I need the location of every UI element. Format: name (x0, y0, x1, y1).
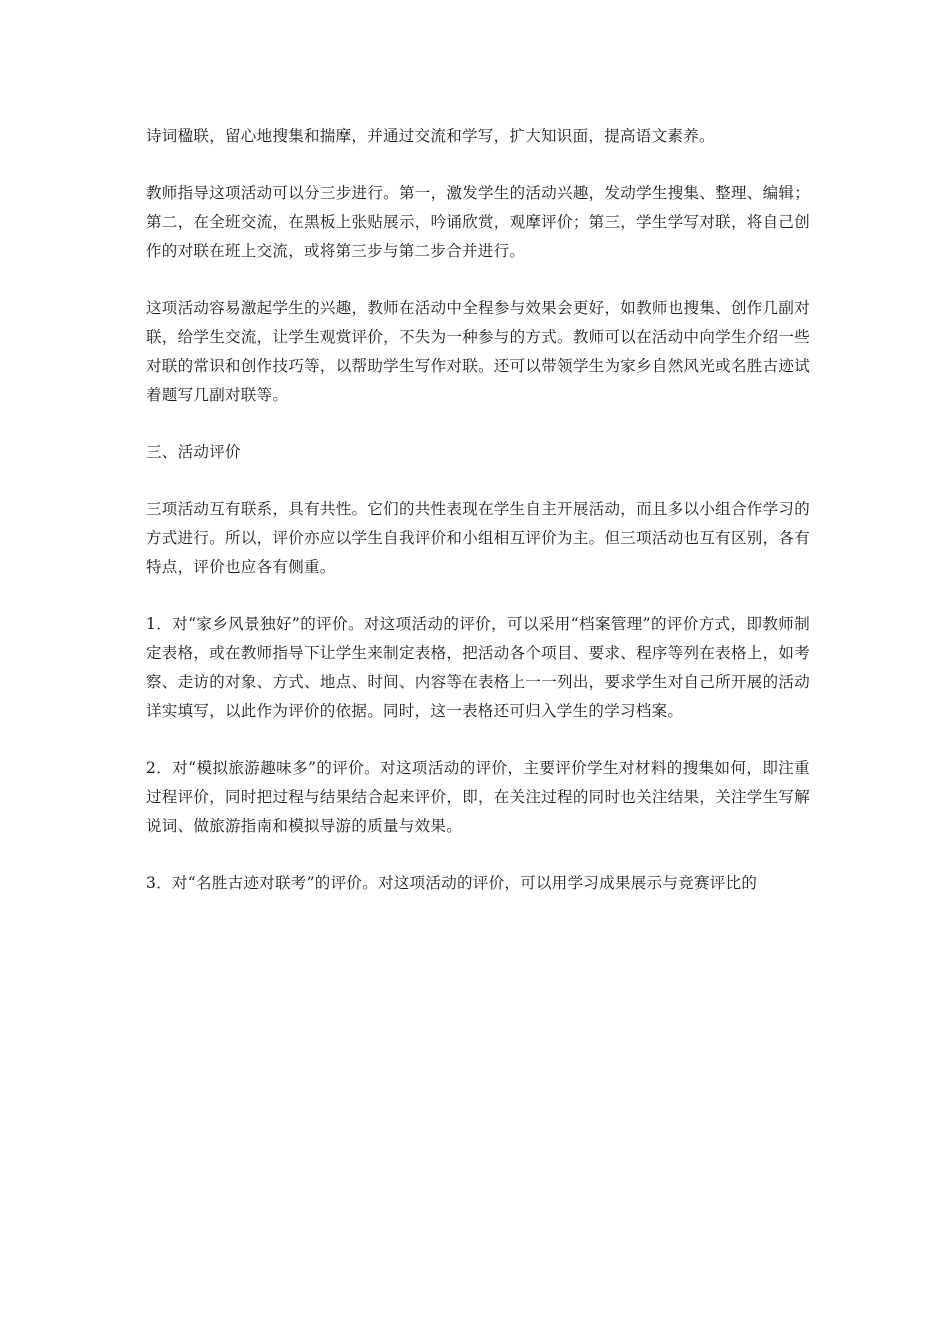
paragraph-activity-interest: 这项活动容易激起学生的兴趣，教师在活动中全程参与效果会更好，如教师也搜集、创作几副对联，给学生交流，让学生观赏评价，不失为一种参与的方式。教师可以在活动中向学生介绍一些对联的常识和创作技巧等，以帮助学生写作对联。还可以带领学生为家乡自然风光或名胜古迹试着题写几副对联等。 (146, 299, 810, 404)
paragraph-teacher-steps: 教师指导这项活动可以分三步进行。第一，激发学生的活动兴趣，发动学生搜集、整理、编辑；第二，在全班交流，在黑板上张贴展示，吟诵欣赏，观摩评价；第三，学生学写对联，将自己创作的对联在班上交流，或将第三步与第二步合并进行。 (146, 184, 810, 260)
section-heading-evaluation: 三、活动评价 (146, 443, 241, 461)
document-body (146, 122, 810, 898)
paragraph-gap (146, 467, 810, 495)
paragraph-evaluation-item-3: 3．对“名胜古迹对联考”的评价。对这项活动的评价，可以用学习成果展示与竞赛评比的 (146, 874, 758, 892)
paragraph-gap (146, 841, 810, 869)
paragraph-evaluation-overview: 三项活动互有联系，具有共性。它们的共性表现在学生自主开展活动，而且多以小组合作学习的方式进行。所以，评价亦应以学生自我评价和小组相互评价为主。但三项活动也互有区别，各有特点，评价也应各有侧重。 (146, 500, 810, 576)
paragraph-gap (146, 266, 810, 294)
paragraph-gap (146, 410, 810, 438)
paragraph-evaluation-item-2: 2．对“模拟旅游趣味多”的评价。对这项活动的评价，主要评价学生对材料的搜集如何，即注重过程评价，同时把过程与结果结合起来评价，即，在关注过程的同时也关注结果，关注学生写解说词、做旅游指南和模拟导游的质量与效果。 (146, 759, 810, 835)
paragraph-intro-continuation: 诗词楹联，留心地搜集和揣摩，并通过交流和学写，扩大知识面，提高语文素养。 (146, 127, 715, 145)
paragraph-evaluation-item-1: 1．对“家乡风景独好”的评价。对这项活动的评价，可以采用“档案管理”的评价方式，即教师制定表格，或在教师指导下让学生来制定表格，把活动各个项目、要求、程序等列在表格上，如考察、走访的对象、方式、地点、时间、内容等在表格上一一列出，要求学生对自己所开展的活动详实填写，以此作为评价的依据。同时，这一表格还可归入学生的学习档案。 (146, 615, 810, 720)
paragraph-gap (146, 582, 810, 610)
paragraph-gap (146, 151, 810, 179)
paragraph-gap (146, 726, 810, 754)
